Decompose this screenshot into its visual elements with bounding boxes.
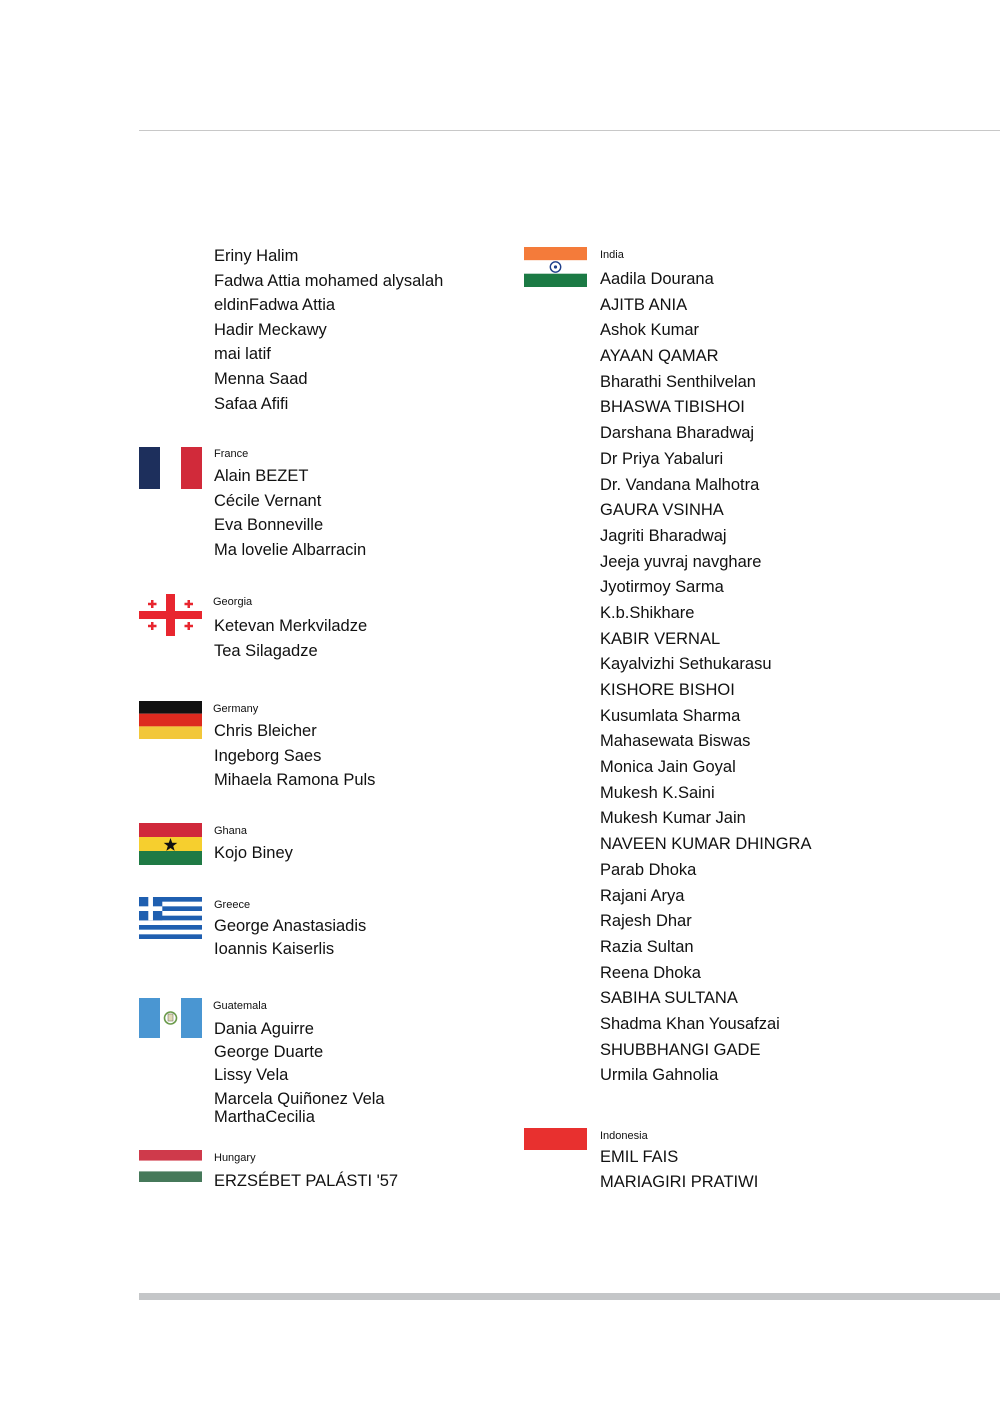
list-item: Mukesh K.Saini	[600, 783, 715, 802]
france-flag-icon	[139, 447, 202, 489]
list-item: Kusumlata Sharma	[600, 706, 741, 725]
name-list-georgia	[214, 614, 367, 663]
list-item: Ketevan Merkviladze	[214, 617, 368, 635]
name-list-indonesia	[600, 1145, 758, 1195]
country-label-germany: Germany	[213, 703, 259, 715]
list-item: Razia Sultan	[600, 937, 694, 956]
list-item: Chris Bleicher	[214, 722, 317, 740]
name-list-hungary	[214, 1169, 398, 1194]
list-item: Shadma Khan Yousafzai	[600, 1014, 780, 1033]
list-item: MARIAGIRI PRATIWI	[600, 1173, 759, 1191]
list-item: Jeeja yuvraj navghare	[600, 552, 762, 571]
country-label-india: India	[600, 249, 624, 261]
top-divider	[139, 130, 1000, 131]
list-item: BHASWA TIBISHOI	[600, 398, 745, 417]
country-label-guatemala: Guatemala	[213, 1000, 267, 1012]
list-item: Ashok Kumar	[600, 321, 700, 340]
list-item: Dr. Vandana Malhotra	[600, 475, 760, 494]
list-item: Monica Jain Goyal	[600, 758, 736, 777]
list-item: Fadwa Attia mohamed alysalah	[214, 271, 444, 290]
list-item: Kojo Biney	[214, 844, 293, 862]
list-item: Parab Dhoka	[600, 860, 697, 879]
list-item: Ingeborg Saes	[214, 746, 322, 765]
list-item: Dr Priya Yabaluri	[600, 449, 724, 468]
list-item: Hadir Meckawy	[214, 320, 327, 339]
hungary-flag-icon	[139, 1150, 202, 1182]
country-label-greece: Greece	[214, 899, 251, 911]
list-item: eldinFadwa Attia	[214, 296, 336, 315]
list-item: Aadila Dourana	[600, 270, 714, 288]
germany-flag-icon	[139, 701, 202, 739]
name-list-france	[214, 464, 366, 562]
georgia-flag-icon	[139, 594, 202, 636]
list-item: Rajesh Dhar	[600, 912, 692, 931]
list-item: Kayalvizhi Sethukarasu	[600, 655, 772, 674]
list-item: Bharathi Senthilvelan	[600, 372, 756, 391]
list-item: George Duarte	[214, 1043, 324, 1061]
name-line: Marcela Quiñonez Vela	[214, 1090, 385, 1108]
list-item: Ioannis Kaiserlis	[214, 940, 335, 958]
ghana-flag-icon	[139, 823, 202, 865]
list-item: Alain BEZET	[214, 467, 309, 485]
country-label-france: France	[214, 448, 249, 460]
list-item: K.b.Shikhare	[600, 603, 695, 622]
list-item: KABIR VERNAL	[600, 629, 721, 648]
list-item: AYAAN QAMAR	[600, 347, 719, 366]
bottom-bar	[139, 1293, 1000, 1300]
list-item: Eva Bonneville	[214, 516, 324, 535]
list-item: SHUBBHANGI GADE	[600, 1040, 761, 1059]
country-label-ghana: Ghana	[214, 825, 248, 837]
list-item: Menna Saad	[214, 369, 308, 388]
list-item: Darshana Bharadwaj	[600, 424, 755, 443]
name-list-germany	[214, 719, 375, 793]
list-item: Safaa Afifi	[214, 394, 289, 413]
list-item: Jagriti Bharadwaj	[600, 526, 727, 545]
list-item: Dania Aguirre	[214, 1020, 314, 1038]
guatemala-flag-icon	[139, 998, 202, 1038]
name-line: MarthaCecilia	[214, 1108, 315, 1126]
name-list-guatemala	[214, 1018, 385, 1126]
list-item: Mihaela Ramona Puls	[214, 771, 376, 790]
list-item	[214, 1087, 385, 1126]
list-item: Rajani Arya	[600, 886, 685, 905]
greece-flag-icon	[139, 897, 202, 939]
list-item: Cécile Vernant	[214, 491, 322, 510]
name-list-ghana	[214, 841, 293, 866]
list-item: AJITB ANIA	[600, 295, 688, 314]
indonesia-flag-icon	[524, 1128, 587, 1150]
list-item: NAVEEN KUMAR DHINGRA	[600, 835, 812, 854]
name-list-greece	[214, 915, 366, 961]
list-item: Ma lovelie Albarracin	[214, 540, 367, 559]
country-label-georgia: Georgia	[213, 596, 253, 608]
name-list-continued	[214, 244, 443, 416]
list-item: EMIL FAIS	[600, 1148, 679, 1166]
country-label-indonesia: Indonesia	[600, 1130, 648, 1142]
country-label-hungary: Hungary	[214, 1152, 256, 1164]
list-item: Mahasewata Biswas	[600, 732, 751, 751]
list-item: Mukesh Kumar Jain	[600, 809, 746, 828]
name-list-india	[600, 267, 811, 1089]
list-item: Jyotirmoy Sarma	[600, 578, 724, 597]
list-item: Eriny Halim	[214, 247, 299, 265]
list-item: ERZSÉBET PALÁSTI '57	[214, 1172, 399, 1190]
list-item: SABIHA SULTANA	[600, 989, 738, 1008]
list-item: George Anastasiadis	[214, 917, 367, 935]
list-item: KISHORE BISHOI	[600, 681, 735, 699]
list-item: mai latif	[214, 345, 271, 364]
list-item: Reena Dhoka	[600, 963, 701, 982]
india-flag-icon	[524, 247, 587, 287]
list-item: Lissy Vela	[214, 1066, 289, 1084]
list-item: Tea Silagadze	[214, 641, 318, 660]
list-item: GAURA VSINHA	[600, 501, 724, 520]
list-item: Urmila Gahnolia	[600, 1066, 719, 1085]
